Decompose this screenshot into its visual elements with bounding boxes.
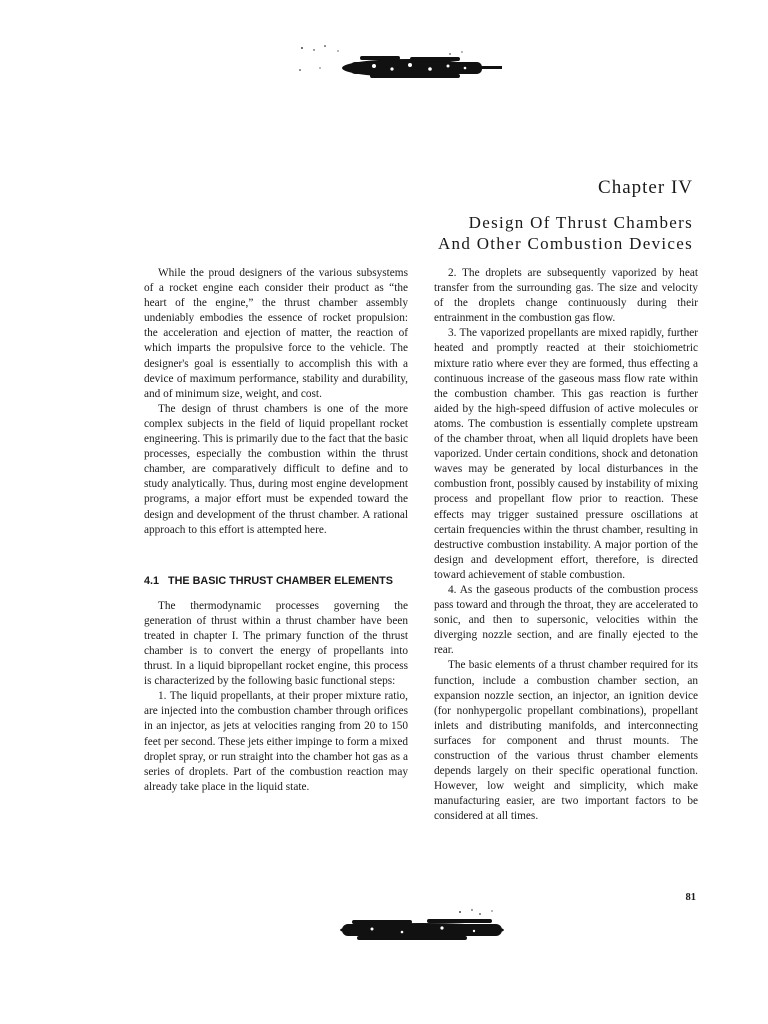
body-paragraph: While the proud designers of the various subsystems of a rocket engine each consider their product as “the heart of the engine,” the thrust chamber assembly undeniably embodies the essence of rocket propulsion: the acceleration and ejection of matter, the reaction of which imparts the propulsive force to the vehicle. The designer's goal is essentially to accomplish this with a device of maximum performance, stability and durability, and of minimum size, weight, and cost. [144,267,408,400]
body-paragraph: 2. The droplets are subsequently vaporized by heat transfer from the surrounding gas. The size and velocity of the droplets change continuously during their entrainment in the combustion gas flow. [434,267,698,325]
chapter-title-line-1: Design Of Thrust Chambers [468,213,693,232]
body-paragraph: 4. As the gaseous products of the combustion process pass toward and through the throat, they are accelerated to sonic, and then to supersonic, velocities within the diverging nozzle section, and are finally ejected to the rear. [434,583,698,657]
body-paragraph: The thermodynamic processes governing the generation of thrust within a thrust chamber have been treated in chapter I. The primary function of the thrust chamber is to convert the energy of propellants into thrust. In a liquid bipropellant rocket engine, this process is characterized by the following basic functional steps: [144,599,408,688]
left-column [144,266,408,795]
body-paragraph: The basic elements of a thrust chamber required for its function, include a combustion chamber section, an expansion nozzle section, an injector, an ignition device (for nonhypergolic propellant combinations), propellant inlets and distributing manifolds, and interconnecting surfaces for component and thrust mounts. The construction of the various thrust chamber elements depends largely on their specific operational function. However, low weight and simplicity, which make manufacturing easier, are two important factors to be considered at all times. [434,659,698,823]
chapter-title [438,212,693,254]
page-number: 81 [685,892,696,903]
header-ink-mark [290,44,520,86]
body-paragraph: 1. The liquid propellants, at their proper mixture ratio, are injected into the combustion chamber through orifices in an injector, as jets at velocities ranging from 20 to 150 feet per second. These jets either impinge to form a mixed droplet spray, or run straight into the chamber hot gas as a series of droplets. Part of the combustion reaction may already take place in the liquid state. [144,690,408,793]
chapter-label: Chapter IV [598,177,693,198]
body-paragraph: 3. The vaporized propellants are mixed rapidly, further heated and promptly reacted at their stoichiometric mixture ratio where ever they are formed, thus effecting a continuous increase of the gaseous mass flow rate within the combustion chamber. This gas reaction is further aided by the high-speed diffusion of active molecules or atoms. The combustion is essentially complete upstream of the chamber throat, when all liquid droplets have been vaporized. Under certain conditions, shock and detonation waves may be generated by local disturbances in the combustion front, possibly caused by instability of mixing process and propellant flow prior to reaction. These effects may trigger sustained pressure oscillations at certain frequencies within the thrust chamber, resulting in destructive combustion instability. A major portion of the design and development effort, therefore, is directed toward achievement of stable combustion. [434,327,698,581]
chapter-title-line-2: And Other Combustion Devices [437,234,693,253]
right-column [434,266,698,824]
body-paragraph: The design of thrust chambers is one of the more complex subjects in the field of liquid propellant rocket engineering. This is primarily due to the fact that the basic processes, especially the combustion within the thrust chamber, are comparatively difficult to define and to study analytically. Thus, during most engine development programs, a major effort must be expended toward the design and development of the thrust chamber. A rational approach to this effort is attempted here. [144,402,408,536]
section-heading [144,574,408,589]
section-number: 4.1 [144,574,160,587]
section-title: THE BASIC THRUST CHAMBER ELEMENTS [168,574,393,587]
footer-ink-mark [332,906,512,946]
